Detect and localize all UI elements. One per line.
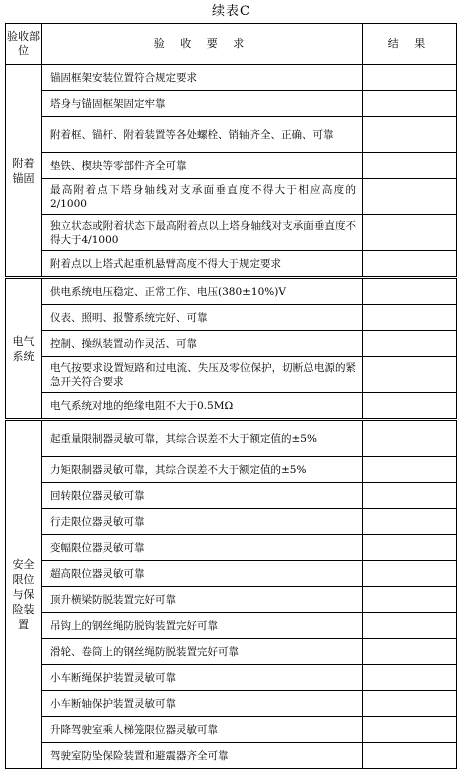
requirement-cell: 最高附着点下塔身轴线对支承面垂直度不得大于相应高度的2/1000	[42, 179, 363, 215]
requirement-cell: 电气系统对地的绝缘电阻不大于0.5MΩ	[42, 393, 363, 420]
header-result	[363, 24, 457, 65]
result-cell	[363, 665, 457, 691]
result-cell	[363, 743, 457, 769]
result-cell	[363, 305, 457, 331]
table-row	[6, 613, 457, 639]
header-row	[6, 24, 457, 65]
requirement-cell: 附着框、锚杆、附着装置等各处螺栓、销轴齐全、正确、可靠	[42, 117, 363, 153]
table-row	[6, 179, 457, 215]
requirement-cell: 力矩限制器灵敏可靠，其综合误差不大于额定值的±5%	[42, 457, 363, 483]
table-row	[6, 665, 457, 691]
table-row	[6, 215, 457, 251]
table-row	[6, 587, 457, 613]
requirement-cell: 塔身与锚固框架固定牢靠	[42, 91, 363, 117]
section-part-label: 安全限位与保险装置	[6, 420, 42, 769]
result-cell	[363, 117, 457, 153]
requirement-cell: 回转限位器灵敏可靠	[42, 483, 363, 509]
result-cell	[363, 561, 457, 587]
result-cell	[363, 393, 457, 420]
result-cell	[363, 639, 457, 665]
table-row	[6, 393, 457, 420]
result-cell	[363, 483, 457, 509]
table-row	[6, 420, 457, 457]
result-cell	[363, 278, 457, 305]
result-cell	[363, 65, 457, 91]
requirement-cell: 小车断轴保护装置灵敏可靠	[42, 691, 363, 717]
requirement-cell: 吊钩上的钢丝绳防脱钩装置完好可靠	[42, 613, 363, 639]
table-row	[6, 639, 457, 665]
result-cell	[363, 457, 457, 483]
table-row	[6, 91, 457, 117]
table-row	[6, 509, 457, 535]
requirement-cell: 控制、操纵装置动作灵活、可靠	[42, 331, 363, 357]
table-row	[6, 743, 457, 769]
table-row	[6, 153, 457, 179]
result-cell	[363, 179, 457, 215]
table-body	[6, 65, 457, 769]
requirement-cell: 仪表、照明、报警系统完好、可靠	[42, 305, 363, 331]
result-cell	[363, 535, 457, 561]
requirement-cell: 垫铁、楔块等零部件齐全可靠	[42, 153, 363, 179]
result-cell	[363, 153, 457, 179]
table-row	[6, 561, 457, 587]
requirement-cell: 供电系统电压稳定、正常工作、电压(380±10%)V	[42, 278, 363, 305]
requirement-cell: 驾驶室防坠保险装置和避震器齐全可靠	[42, 743, 363, 769]
result-cell	[363, 717, 457, 743]
result-cell	[363, 215, 457, 251]
requirement-cell: 电气按要求设置短路和过电流、失压及零位保护，切断总电源的紧急开关符合要求	[42, 357, 363, 393]
table-row	[6, 251, 457, 278]
requirement-cell: 小车断绳保护装置灵敏可靠	[42, 665, 363, 691]
table-row	[6, 305, 457, 331]
section-part-label: 电气系统	[6, 278, 42, 420]
result-cell	[363, 613, 457, 639]
requirement-cell: 附着点以上塔式起重机悬臂高度不得大于规定要求	[42, 251, 363, 278]
header-requirement-text: 验 收 要 求	[153, 37, 251, 50]
result-cell	[363, 420, 457, 457]
table-row	[6, 535, 457, 561]
table-row	[6, 483, 457, 509]
requirement-cell: 升降驾驶室乘人梯笼限位器灵敏可靠	[42, 717, 363, 743]
table-caption: 续表C	[212, 4, 251, 19]
table-row	[6, 691, 457, 717]
requirement-cell: 起重量限制器灵敏可靠，其综合误差不大于额定值的±5%	[42, 420, 363, 457]
table-row	[6, 717, 457, 743]
result-cell	[363, 509, 457, 535]
header-requirement	[42, 24, 363, 65]
requirement-cell: 超高限位器灵敏可靠	[42, 561, 363, 587]
header-result-text: 结 果	[387, 37, 432, 50]
requirement-cell: 锚固框架安装位置符合规定要求	[42, 65, 363, 91]
table-row	[6, 65, 457, 91]
requirement-cell: 行走限位器灵敏可靠	[42, 509, 363, 535]
table-row	[6, 457, 457, 483]
table-row	[6, 331, 457, 357]
section-part-label: 附着锚固	[6, 65, 42, 278]
result-cell	[363, 691, 457, 717]
header-part: 验收部位	[6, 24, 42, 65]
table-row	[6, 357, 457, 393]
requirement-cell: 顶升横梁防脱装置完好可靠	[42, 587, 363, 613]
requirement-cell: 变幅限位器灵敏可靠	[42, 535, 363, 561]
result-cell	[363, 251, 457, 278]
result-cell	[363, 331, 457, 357]
table-row	[6, 278, 457, 305]
acceptance-table	[5, 23, 457, 769]
requirement-cell: 独立状态或附着状态下最高附着点以上塔身轴线对支承面垂直度不得大于4/1000	[42, 215, 363, 251]
result-cell	[363, 587, 457, 613]
result-cell	[363, 357, 457, 393]
result-cell	[363, 91, 457, 117]
requirement-cell: 滑轮、卷筒上的钢丝绳防脱装置完好可靠	[42, 639, 363, 665]
table-row	[6, 117, 457, 153]
